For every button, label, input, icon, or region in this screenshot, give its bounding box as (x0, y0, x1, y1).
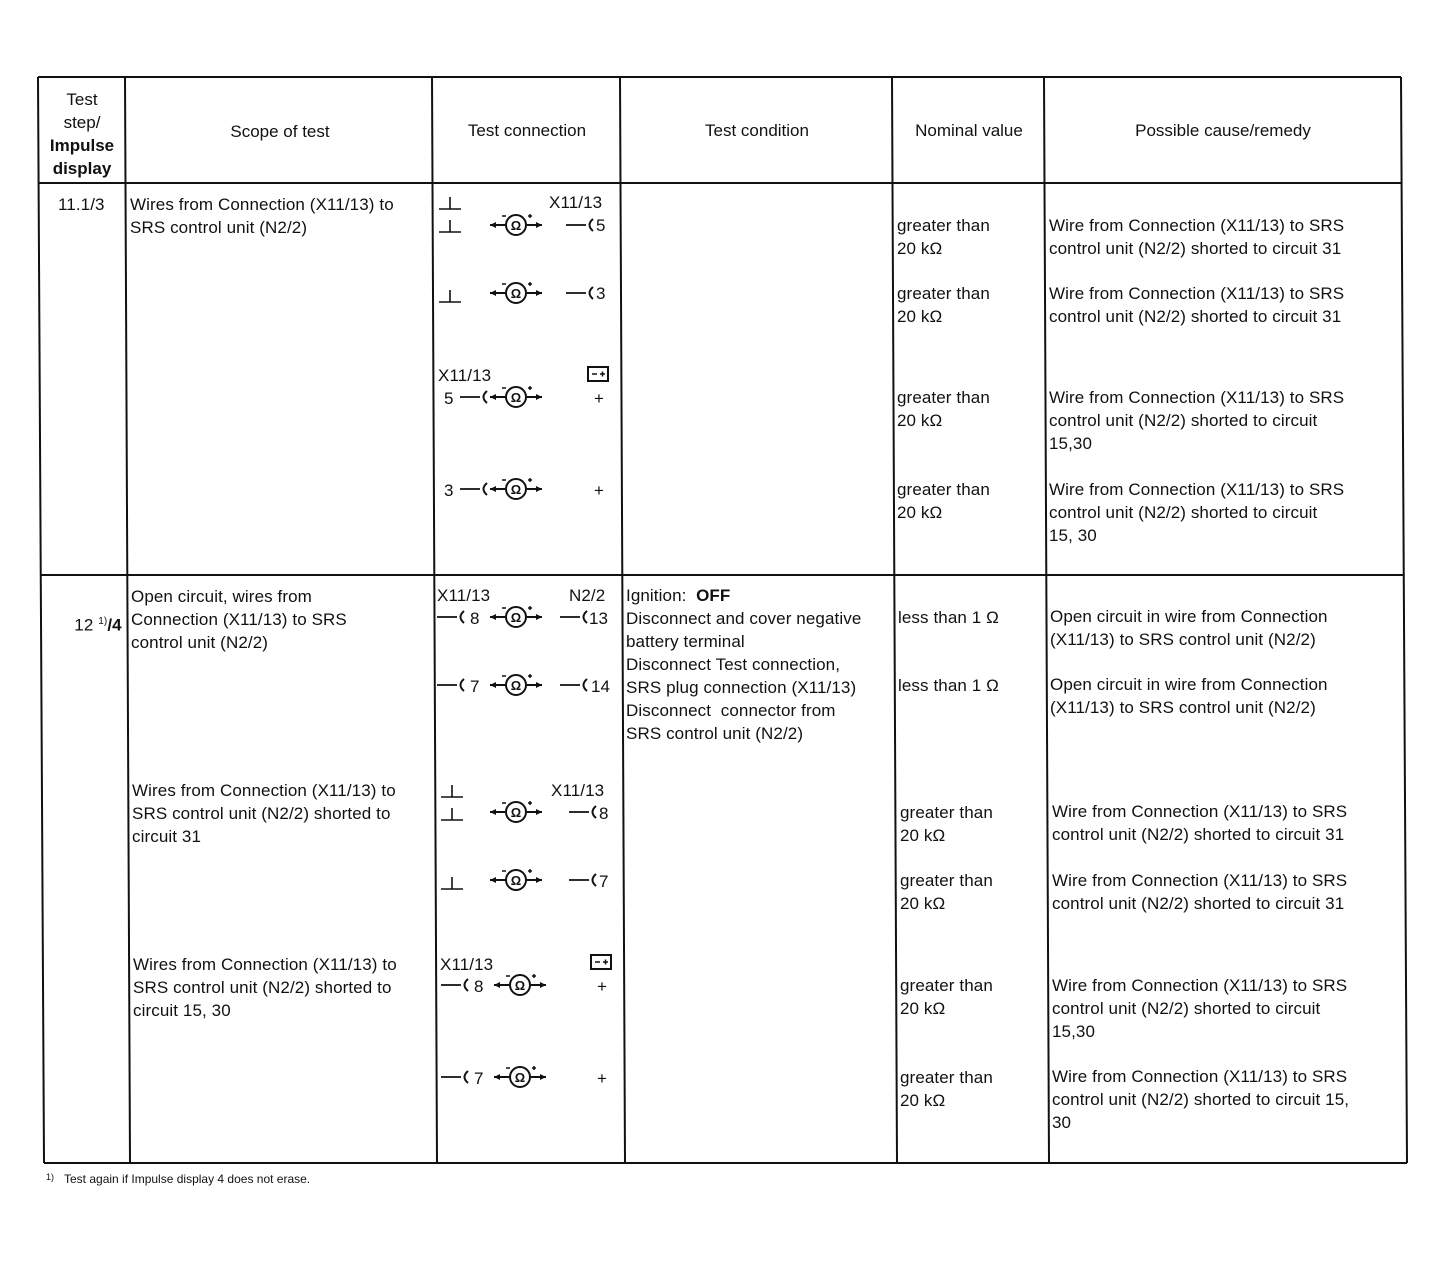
ohmmeter-icon (490, 396, 550, 398)
connector-icon (569, 811, 599, 813)
conn-label-x11-13: X11/13 (438, 366, 492, 385)
ohmmeter-icon (494, 984, 554, 986)
battery-icon (587, 366, 611, 382)
nominal-value: less than 1 Ω (898, 608, 999, 627)
battery-plus: + (594, 389, 605, 408)
connector-icon (441, 984, 471, 986)
ohmmeter-icon (490, 811, 550, 813)
nominal-value: greater than 20 kΩ (900, 976, 993, 1018)
conn-pin: 14 (591, 677, 611, 696)
connector-icon (566, 224, 596, 226)
scope-short-circuit-15-30: Wires from Connection (X11/13) to SRS control unit (N2/2) shorted to circuit 15, 30 (133, 955, 397, 1020)
scope-open-circuit: Open circuit, wires from Connection (X11/13) to SRS control unit (N2/2) (131, 587, 347, 652)
ohmmeter-icon (490, 488, 550, 490)
remedy-text: Open circuit in wire from Connection (X11/13) to SRS control unit (N2/2) (1050, 675, 1328, 717)
remedy-text: Wire from Connection (X11/13) to SRS control unit (N2/2) shorted to circuit 31 (1049, 284, 1345, 326)
battery-plus: + (597, 977, 608, 996)
battery-plus: + (597, 1069, 608, 1088)
remedy-text: Wire from Connection (X11/13) to SRS control unit (N2/2) shorted to circuit 31 (1052, 802, 1348, 844)
connector-icon (437, 616, 467, 618)
ohmmeter-icon (494, 1076, 554, 1078)
ground-icon (437, 289, 467, 303)
connector-icon (460, 488, 490, 490)
conn-label-x11-13: X11/13 (437, 586, 491, 605)
conn-pin: 8 (599, 804, 609, 823)
remedy-text: Wire from Connection (X11/13) to SRS control unit (N2/2) shorted to circuit 15, 30 (1052, 1067, 1350, 1132)
ohmmeter-icon (490, 224, 550, 226)
conn-pin: 5 (444, 389, 454, 408)
nominal-value: greater than 20 kΩ (900, 803, 993, 845)
connector-icon (441, 1076, 471, 1078)
conn-pin: 8 (470, 609, 480, 628)
remedy-text: Wire from Connection (X11/13) to SRS control unit (N2/2) shorted to circuit 15,30 (1049, 388, 1345, 453)
remedy-text: Wire from Connection (X11/13) to SRS control unit (N2/2) shorted to circuit 15,30 (1052, 976, 1348, 1041)
remedy-text: Wire from Connection (X11/13) to SRS control unit (N2/2) shorted to circuit 15, 30 (1049, 480, 1345, 545)
footnote-mark: 1) (46, 1172, 55, 1182)
nominal-value: greater than 20 kΩ (897, 216, 990, 258)
connector-icon (560, 616, 590, 618)
nominal-value: greater than 20 kΩ (897, 284, 990, 326)
ground-icon (437, 196, 467, 240)
condition-text: Disconnect and cover negative battery terminal Disconnect Test connection, SRS plug connection (X11/13) Disconnect connector from SRS control unit (N2/2) (626, 609, 862, 743)
ohmmeter-icon (490, 879, 550, 881)
nominal-value: greater than 20 kΩ (897, 388, 990, 430)
conn-label-x11-13: X11/13 (440, 955, 494, 974)
connector-icon (437, 684, 467, 686)
header-remedy: Possible cause/remedy (1135, 121, 1311, 140)
battery-plus: + (594, 481, 605, 500)
ohmmeter-icon (490, 684, 550, 686)
ground-icon (439, 876, 469, 890)
conn-label-x11-13: X11/13 (551, 781, 605, 800)
conn-pin: 7 (470, 677, 480, 696)
nominal-value: greater than 20 kΩ (900, 871, 993, 913)
connector-icon (460, 396, 490, 398)
condition-ignition: Ignition: OFF (626, 586, 731, 605)
test-step-12-4: 12 $^{1)}$/4 (74, 615, 122, 635)
ohmmeter-icon (490, 616, 550, 618)
ohmmeter-icon (490, 292, 550, 294)
ground-icon (439, 784, 469, 828)
remedy-text: Wire from Connection (X11/13) to SRS control unit (N2/2) shorted to circuit 31 (1049, 216, 1345, 258)
conn-pin: 3 (444, 481, 454, 500)
header-test-step: Test step/ Impulse display (49, 90, 115, 178)
remedy-text: Wire from Connection (X11/13) to SRS control unit (N2/2) shorted to circuit 31 (1052, 871, 1348, 913)
conn-pin: 7 (474, 1069, 484, 1088)
scope-short-circuit-31: Wires from Connection (X11/13) to SRS control unit (N2/2) shorted to circuit 31 (132, 781, 396, 846)
connector-icon (560, 684, 590, 686)
connector-icon (566, 292, 596, 294)
conn-pin: 3 (596, 284, 606, 303)
conn-pin: 8 (474, 977, 484, 996)
nominal-value: greater than 20 kΩ (900, 1068, 993, 1110)
remedy-text: Open circuit in wire from Connection (X11/13) to SRS control unit (N2/2) (1050, 607, 1328, 649)
connector-icon (569, 879, 599, 881)
header-scope: Scope of test (230, 122, 330, 141)
nominal-value: greater than 20 kΩ (897, 480, 990, 522)
scope-section1: Wires from Connection (X11/13) to SRS control unit (N2/2) (130, 195, 394, 237)
conn-label-x11-13: X11/13 (549, 193, 603, 212)
conn-pin: 13 (589, 609, 609, 628)
conn-label-n2-2: N2/2 (569, 586, 606, 605)
conn-pin: 7 (599, 872, 609, 891)
footnote: Test again if Impulse display 4 does not erase. (64, 1172, 311, 1186)
battery-icon (590, 954, 614, 970)
header-connection: Test connection (467, 121, 587, 140)
nominal-value: less than 1 Ω (898, 676, 999, 695)
header-condition: Test condition (705, 121, 809, 140)
conn-pin: 5 (596, 216, 606, 235)
header-nominal: Nominal value (915, 121, 1023, 140)
test-step-11-1-3: 11.1/3 (58, 195, 105, 214)
